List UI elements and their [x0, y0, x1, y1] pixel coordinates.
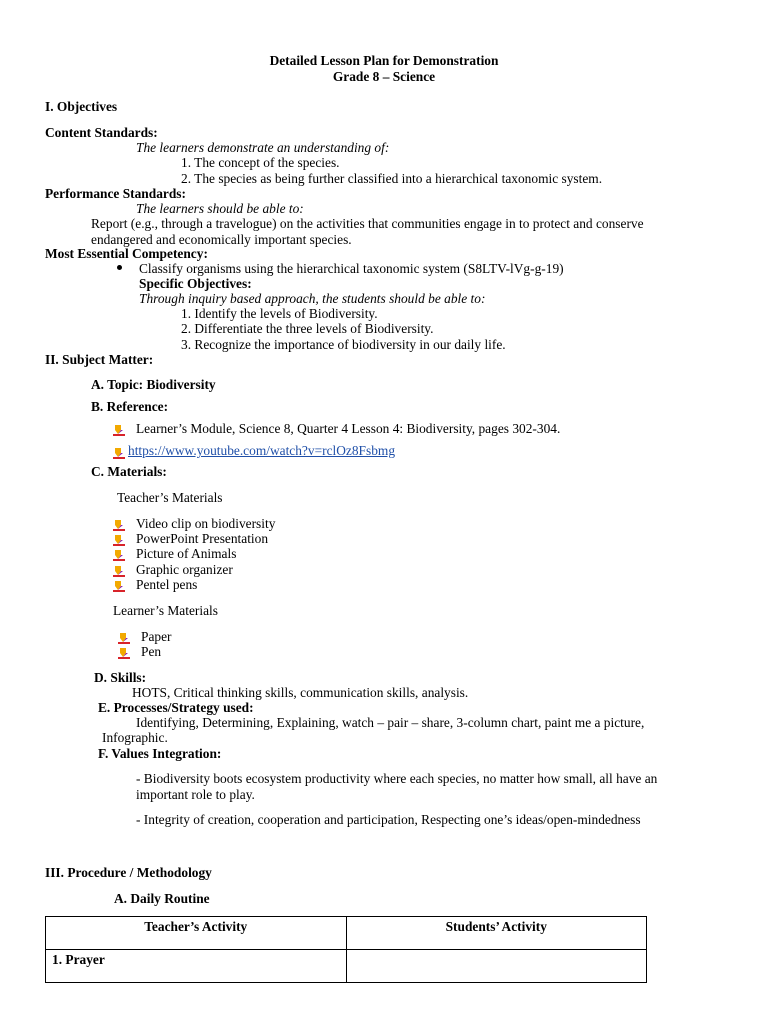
competency-item: Classify organisms using the hierarchical taxonomic system (S8LTV-lVg-g-19) [139, 261, 564, 276]
document-subtitle: Grade 8 – Science [332, 69, 436, 84]
arrow-bullet-icon [113, 580, 125, 592]
specific-objective-item: 2. Differentiate the three levels of Biodiversity. [181, 321, 434, 336]
subject-matter-heading: II. Subject Matter: [45, 352, 154, 367]
values-item: important role to play. [136, 787, 255, 802]
specific-objective-item: 3. Recognize the importance of biodiversity in our daily life. [181, 337, 506, 352]
content-standard-item: 1. The concept of the species. [181, 155, 340, 170]
skills-text: HOTS, Critical thinking skills, communication skills, analysis. [132, 685, 469, 700]
teacher-material-item: Pentel pens [136, 577, 198, 592]
arrow-bullet-icon [113, 519, 125, 531]
table-row [46, 950, 647, 983]
learner-material-item: Paper [141, 629, 172, 644]
document-title: Detailed Lesson Plan for Demonstration [269, 53, 499, 68]
teacher-material-item: Graphic organizer [136, 562, 233, 577]
content-standards-label: Content Standards: [45, 125, 158, 140]
topic-line: A. Topic: Biodiversity [91, 377, 216, 392]
arrow-bullet-icon [118, 647, 130, 659]
table-header-row [46, 917, 647, 950]
performance-standards-text: Report (e.g., through a travelogue) on the activities that communities engage in to protect and conserve [91, 216, 644, 231]
objectives-heading: I. Objectives [45, 99, 118, 114]
arrow-bullet-icon [113, 424, 125, 436]
processes-label: E. Processes/Strategy used: [98, 700, 254, 715]
reference-link[interactable]: https://www.youtube.com/watch?v=rclOz8Fsbmg [128, 443, 396, 458]
procedure-heading: III. Procedure / Methodology [45, 865, 212, 880]
dot-bullet-icon [117, 265, 122, 270]
arrow-bullet-icon [113, 565, 125, 577]
processes-text: Identifying, Determining, Explaining, watch – pair – share, 3-column chart, paint me a picture, [136, 715, 645, 730]
daily-routine-label: A. Daily Routine [114, 891, 210, 906]
values-item: - Biodiversity boots ecosystem productivity where each species, no matter how small, all have an [136, 771, 658, 786]
arrow-bullet-icon [113, 534, 125, 546]
learner-material-item: Pen [141, 644, 162, 659]
table-cell [346, 950, 647, 983]
arrow-bullet-icon [118, 632, 130, 644]
specific-objective-item: 1. Identify the levels of Biodiversity. [181, 306, 378, 321]
reference-label: B. Reference: [91, 399, 169, 414]
table-cell: 1. Prayer [46, 950, 347, 983]
learner-materials-label: Learner’s Materials [113, 603, 218, 618]
competency-label: Most Essential Competency: [45, 246, 208, 261]
values-item: - Integrity of creation, cooperation and participation, Respecting one’s ideas/open-mindedness [136, 812, 641, 827]
performance-standards-text: endangered and economically important species. [91, 232, 352, 247]
teacher-materials-label: Teacher’s Materials [117, 490, 223, 505]
materials-label: C. Materials: [91, 464, 167, 479]
content-standard-item: 2. The species as being further classified into a hierarchical taxonomic system. [181, 171, 603, 186]
arrow-bullet-icon [113, 447, 125, 459]
processes-text: Infographic. [102, 730, 168, 745]
specific-objectives-intro: Through inquiry based approach, the students should be able to: [139, 291, 486, 306]
values-label: F. Values Integration: [98, 746, 222, 761]
specific-objectives-label: Specific Objectives: [139, 276, 252, 291]
teacher-material-item: PowerPoint Presentation [136, 531, 269, 546]
activity-table [45, 916, 647, 983]
content-standards-intro: The learners demonstrate an understanding of: [136, 140, 390, 155]
skills-label: D. Skills: [94, 670, 147, 685]
arrow-bullet-icon [113, 549, 125, 561]
teacher-material-item: Picture of Animals [136, 546, 237, 561]
performance-standards-label: Performance Standards: [45, 186, 186, 201]
reference-item: Learner’s Module, Science 8, Quarter 4 Lesson 4: Biodiversity, pages 302-304. [136, 421, 561, 436]
teacher-material-item: Video clip on biodiversity [136, 516, 276, 531]
performance-standards-intro: The learners should be able to: [136, 201, 304, 216]
teacher-activity-header: Teacher’s Activity [46, 917, 347, 950]
students-activity-header: Students’ Activity [346, 917, 647, 950]
